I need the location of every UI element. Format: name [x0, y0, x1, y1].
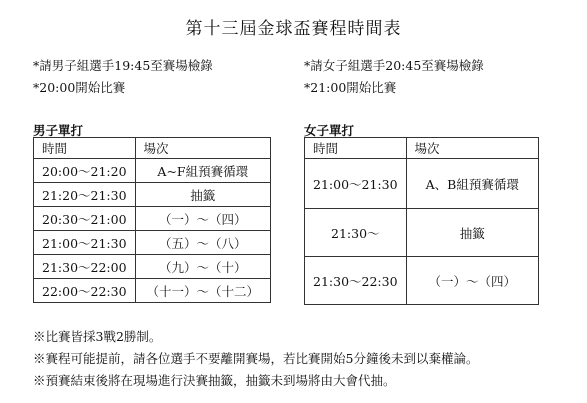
time-cell: 22:00～22:30 — [34, 279, 136, 303]
match-cell: （九）～（十） — [135, 255, 270, 279]
match-cell: 抽籤 — [135, 183, 270, 207]
table-row — [34, 255, 271, 279]
match-cell: （一）～（四） — [406, 257, 538, 305]
table-header-row — [34, 138, 271, 159]
column-header-time: 時間 — [305, 138, 407, 159]
page-title: 第十三屆金球盃賽程時間表 — [185, 19, 402, 39]
match-cell: 抽籤 — [406, 209, 538, 257]
time-cell: 21:30～ — [305, 209, 407, 257]
time-cell: 21:20～21:30 — [34, 183, 136, 207]
women-checkin-note: *請女子組選手20:45至賽場檢錄 — [304, 58, 484, 73]
footnote-format: ※比賽皆採3戰2勝制。 — [33, 329, 162, 344]
table-row — [34, 231, 271, 255]
time-cell: 21:30～22:30 — [305, 257, 407, 305]
women-singles-heading: 女子單打 — [304, 123, 355, 138]
footnote-schedule-warning: ※賽程可能提前，請各位選手不要離開賽場，若比賽開始5分鐘後未到以棄權論。 — [33, 351, 479, 366]
women-schedule-table — [304, 137, 539, 305]
table-row — [34, 159, 271, 183]
table-row — [34, 207, 271, 231]
time-cell: 21:30～22:00 — [34, 255, 136, 279]
column-header-time: 時間 — [34, 138, 136, 159]
men-checkin-note: *請男子組選手19:45至賽場檢錄 — [33, 58, 213, 73]
match-cell: （一）～（四） — [135, 207, 270, 231]
table-header-row — [305, 138, 539, 159]
match-cell: A、B組預賽循環 — [406, 159, 538, 209]
match-cell: （十一）～（十二） — [135, 279, 270, 303]
table-row — [305, 209, 539, 257]
footnote-draw-notice: ※預賽結束後將在現場進行決賽抽籤，抽籤未到場將由大會代抽。 — [33, 373, 396, 388]
time-cell: 20:00～21:20 — [34, 159, 136, 183]
table-row — [305, 257, 539, 305]
column-header-match: 場次 — [406, 138, 538, 159]
table-row — [305, 159, 539, 209]
time-cell: 20:30～21:00 — [34, 207, 136, 231]
table-row — [34, 279, 271, 303]
match-cell: A~F組預賽循環 — [135, 159, 270, 183]
women-start-note: *21:00開始比賽 — [304, 80, 397, 95]
men-start-note: *20:00開始比賽 — [33, 80, 126, 95]
column-header-match: 場次 — [135, 138, 270, 159]
match-cell: （五）～（八） — [135, 231, 270, 255]
time-cell: 21:00～21:30 — [305, 159, 407, 209]
men-singles-heading: 男子單打 — [33, 123, 84, 138]
men-schedule-table — [33, 137, 271, 303]
time-cell: 21:00～21:30 — [34, 231, 136, 255]
table-row — [34, 183, 271, 207]
